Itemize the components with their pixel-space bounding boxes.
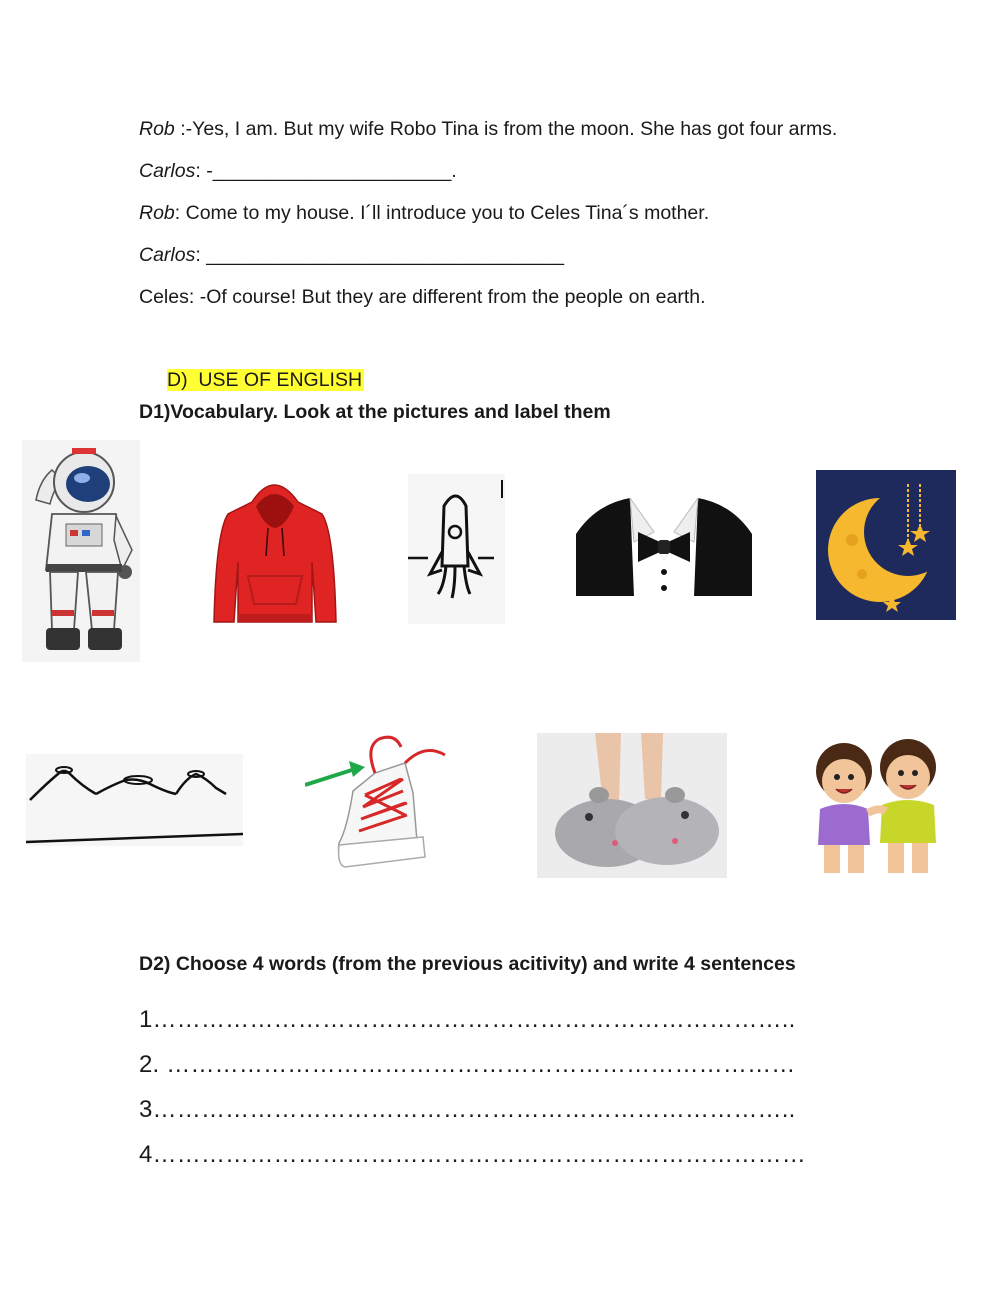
d1-title: D1)Vocabulary. Look at the pictures and label them xyxy=(139,401,611,423)
two-boys-icon xyxy=(806,733,946,873)
speaker-separator: : xyxy=(195,244,207,266)
moon-and-stars-icon xyxy=(816,470,956,620)
speaker-name: Rob xyxy=(139,202,175,224)
craters-sketch-icon xyxy=(26,754,243,846)
dialogue-line-1 xyxy=(139,118,837,141)
speaker-name: Rob xyxy=(139,118,175,140)
dialogue-line-3 xyxy=(139,202,709,225)
dialogue-text: Come to my house. I´ll introduce you to Celes Tina´s mother. xyxy=(185,202,710,224)
speaker-name: Carlos xyxy=(139,160,196,182)
section-label: D) USE OF ENGLISH xyxy=(167,369,363,391)
d2-title: D2) Choose 4 words (from the previous acitivity) and write 4 sentences xyxy=(139,953,796,975)
dialogue-blank: -______________________. xyxy=(206,160,457,182)
dialogue-text: -Of course! But they are different from the people on earth. xyxy=(199,286,706,308)
answer-line-2[interactable]: 2. …………………………………………………………………… xyxy=(139,1051,796,1078)
speaker-separator: : xyxy=(188,286,200,308)
dialogue-text: -Yes, I am. But my wife Robo Tina is from the moon. She has got four arms. xyxy=(185,118,838,140)
shoelace-sneaker-icon xyxy=(305,733,450,873)
speaker-separator: : xyxy=(174,118,186,140)
section-d-heading xyxy=(167,369,364,392)
speaker-name: Celes xyxy=(139,286,189,308)
dialogue-line-2 xyxy=(139,160,457,183)
answer-line-4[interactable]: 4……………………………………………………………………… xyxy=(139,1141,806,1168)
dialogue-line-4 xyxy=(139,244,564,267)
speaker-separator: : xyxy=(195,160,207,182)
slippers-icon xyxy=(537,733,727,878)
answer-line-1[interactable]: 1…………………………………………………………………….. xyxy=(139,1006,796,1033)
dialogue-line-5 xyxy=(139,286,706,309)
astronaut-icon xyxy=(22,440,140,662)
hoodie-icon xyxy=(212,472,338,628)
speaker-separator: : xyxy=(174,202,186,224)
rocket-sketch-icon xyxy=(408,474,505,624)
speaker-name: Carlos xyxy=(139,244,196,266)
bow-tie-icon xyxy=(576,498,752,596)
answer-line-3[interactable]: 3…………………………………………………………………….. xyxy=(139,1096,796,1123)
dialogue-blank: _________________________________ xyxy=(206,244,565,266)
